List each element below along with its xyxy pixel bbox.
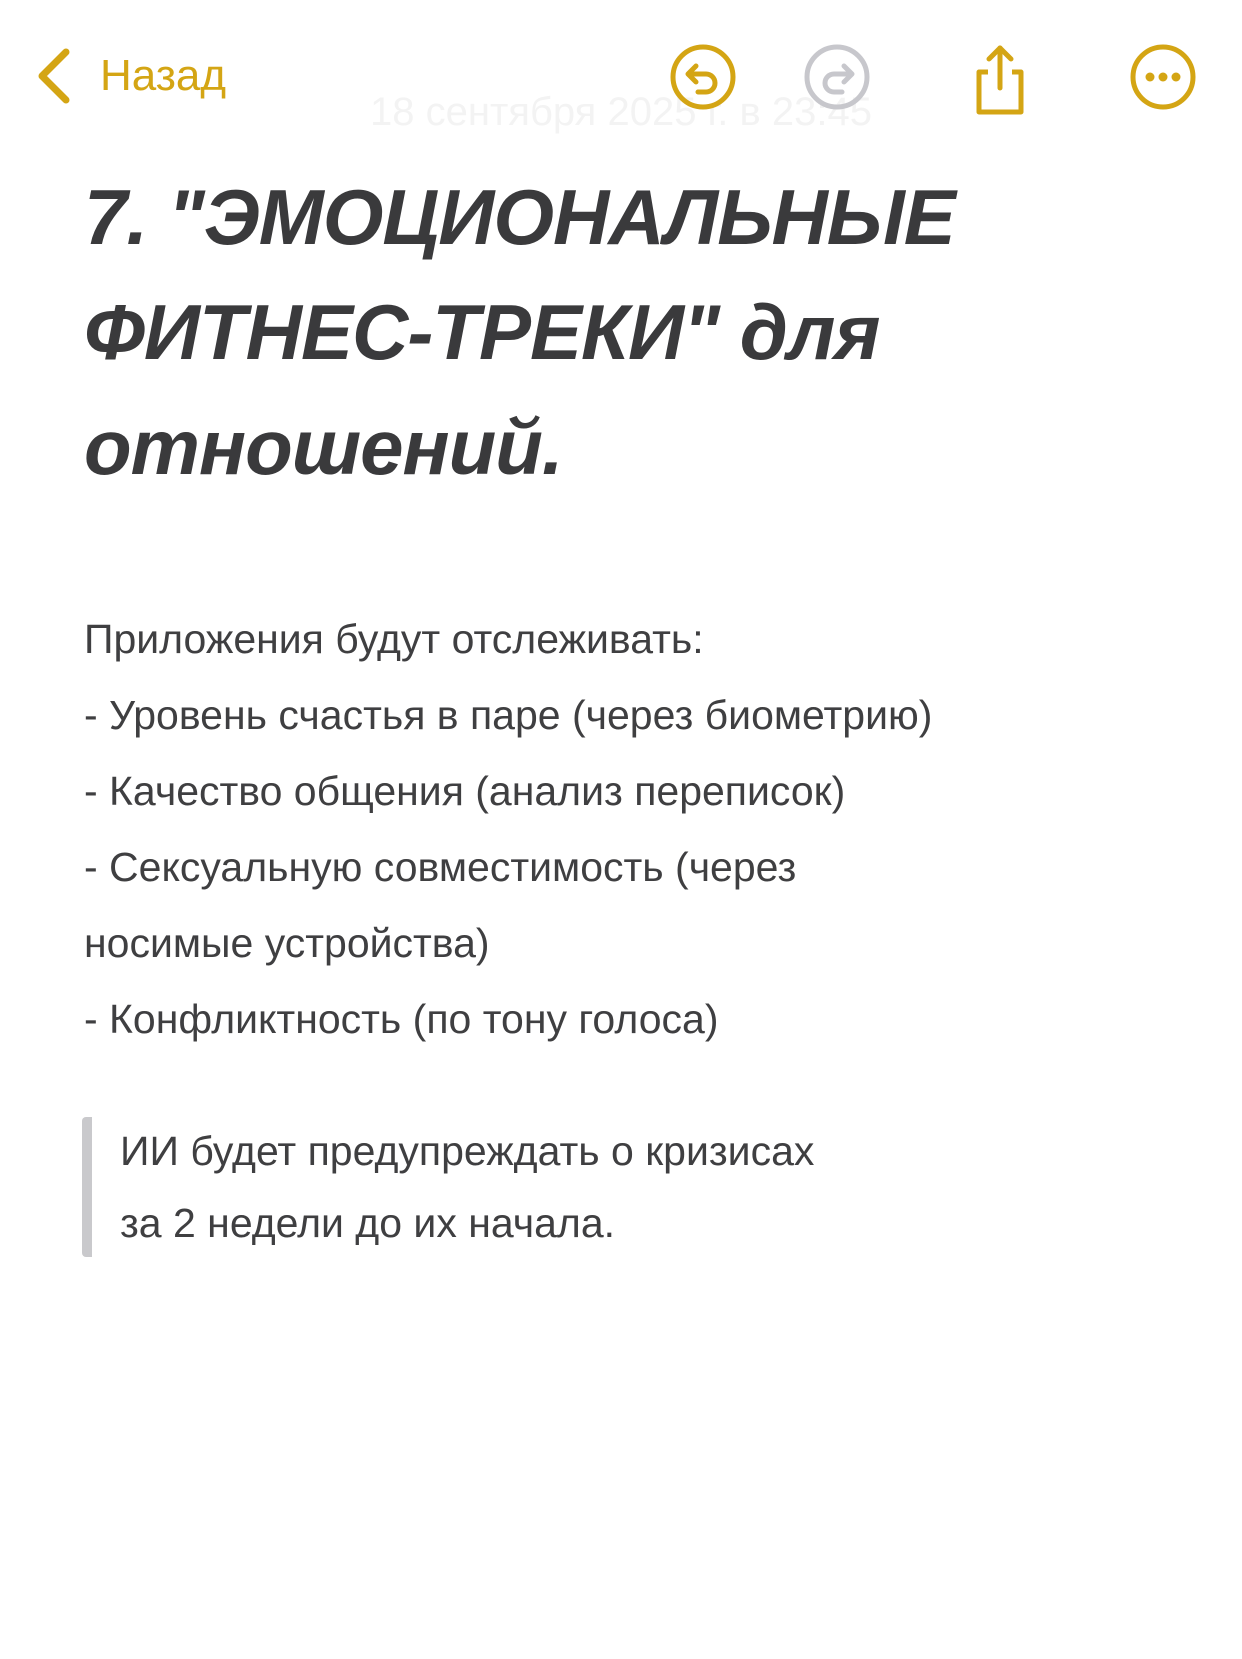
body-line: - Сексуальную совместимость (через — [84, 844, 797, 890]
body-line: носимые устройства) — [84, 920, 490, 966]
undo-icon — [668, 42, 738, 112]
more-button[interactable] — [1128, 42, 1198, 112]
title-line: 7. "ЭМОЦИОНАЛЬНЫЕ — [84, 173, 955, 261]
note-title — [84, 160, 1184, 505]
share-icon — [965, 42, 1035, 116]
body-line: - Уровень счастья в паре (через биометрию) — [84, 692, 933, 738]
body-line: Приложения будут отслеживать: — [84, 616, 704, 662]
quote-line: ИИ будет предупреждать о кризисах — [120, 1128, 815, 1174]
title-line: ФИТНЕС-ТРЕКИ" для — [84, 288, 880, 376]
share-button[interactable] — [965, 42, 1035, 112]
back-label: Назад — [100, 51, 227, 100]
undo-button[interactable] — [668, 42, 738, 112]
redo-button[interactable] — [802, 42, 872, 112]
quote-line: за 2 недели до их начала. — [120, 1200, 616, 1246]
title-line: отношений. — [84, 403, 563, 491]
note-body — [84, 601, 1184, 1057]
more-icon — [1128, 42, 1198, 112]
note-date: 18 сентября 2025 г. в 23:45 — [370, 90, 872, 134]
block-quote — [82, 1117, 814, 1257]
note-content[interactable] — [84, 160, 1184, 1057]
navigation-bar — [0, 0, 1242, 150]
body-line: - Конфликтность (по тону голоса) — [84, 996, 719, 1042]
redo-icon — [802, 42, 872, 112]
body-line: - Качество общения (анализ переписок) — [84, 768, 846, 814]
